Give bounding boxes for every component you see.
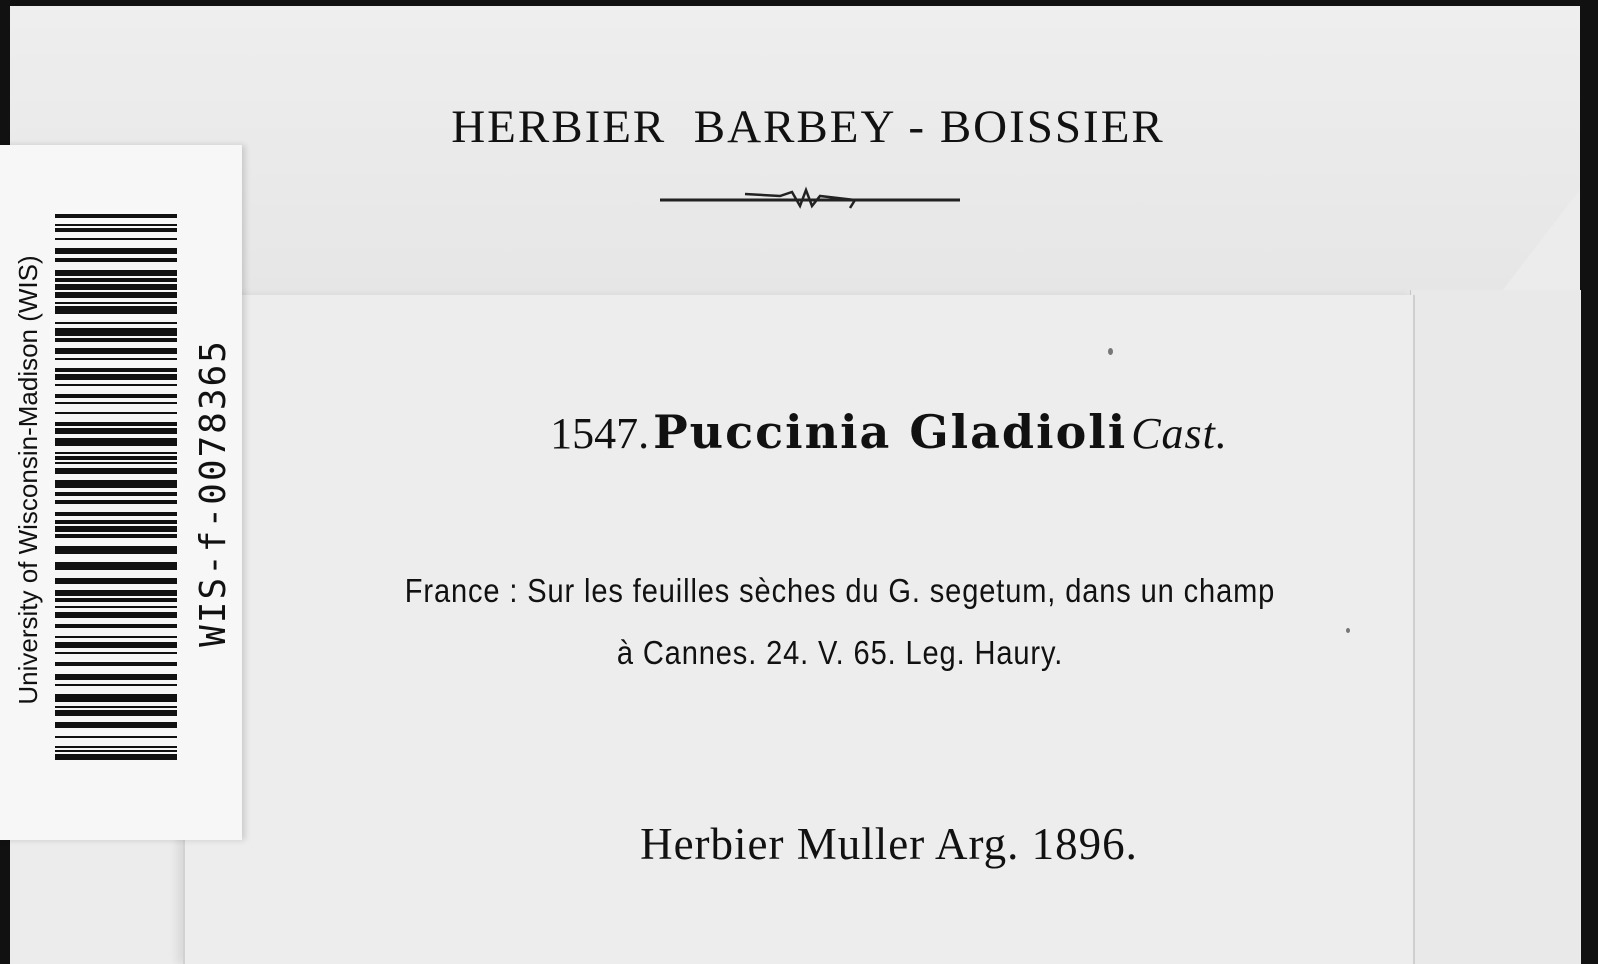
barcode-bar (55, 512, 177, 516)
barcode-bar (55, 642, 177, 648)
barcode-bar (55, 438, 177, 446)
barcode-bar (55, 278, 177, 282)
envelope-flap (10, 6, 1580, 302)
locality-line-2: à Cannes. 24. V. 65. Leg. Haury. (616, 634, 1064, 671)
barcode-bar (55, 428, 177, 434)
barcode-bar (55, 480, 177, 488)
barcode-bar (55, 500, 177, 504)
institution-header: HERBIER BARBEY - BOISSIER (451, 101, 1165, 153)
barcode-bar (55, 694, 177, 702)
barcode-bar (55, 462, 177, 464)
barcode-bar (55, 302, 177, 304)
barcode-bar (55, 674, 177, 680)
barcode-bar (55, 492, 177, 496)
barcode-bar (55, 452, 177, 454)
barcode-bar (55, 652, 177, 654)
barcode-bar (55, 322, 177, 324)
specimen-number: 1547. (550, 409, 650, 458)
barcode-bar (55, 736, 177, 738)
barcode-bar (55, 562, 177, 570)
barcode-bar (55, 394, 177, 398)
catalog-number: WIS-f-0078365 (193, 339, 234, 647)
barcode-bar (55, 328, 177, 336)
barcode-bar (55, 338, 177, 342)
barcode-bar (55, 292, 177, 298)
barcode-bar (55, 754, 177, 760)
barcode-bar (55, 270, 177, 276)
barcode-bar (55, 750, 177, 752)
barcode-bar (55, 468, 177, 474)
barcode-bar (55, 402, 177, 404)
barcode-bar (55, 358, 177, 360)
barcode-bar (55, 612, 177, 618)
barcode-bar (55, 636, 177, 638)
barcode-bar (55, 710, 177, 716)
barcode-bar (55, 422, 177, 426)
barcode-icon (55, 214, 177, 768)
barcode-bar (55, 384, 177, 386)
locality-block (312, 560, 1368, 684)
barcode-bar (55, 590, 177, 596)
barcode-bar (55, 746, 177, 748)
barcode-bar (55, 214, 177, 218)
sticker-institution: University of Wisconsin-Madison (WIS) (13, 255, 43, 705)
barcode-bar (55, 374, 177, 380)
barcode-bar (55, 706, 177, 708)
barcode-bar (55, 662, 177, 666)
barcode-bar (55, 456, 177, 460)
taxon-author: Cast. (1131, 409, 1228, 458)
barcode-bar (55, 238, 177, 240)
barcode-bar (55, 546, 177, 554)
paper-speck (1108, 348, 1113, 355)
barcode-bar (55, 412, 177, 414)
barcode-bar (55, 624, 177, 628)
barcode-bar (55, 258, 177, 262)
barcode-bar (55, 224, 177, 226)
barcode-bar (55, 306, 177, 314)
barcode-bar (55, 722, 177, 728)
barcode-bar (55, 606, 177, 608)
barcode-bar (55, 520, 177, 524)
barcode-bar (55, 368, 177, 372)
barcode-bar (55, 598, 177, 602)
barcode-bar (55, 526, 177, 532)
barcode-bar (55, 228, 177, 232)
barcode-bar (55, 578, 177, 584)
barcode-bar (55, 284, 177, 290)
barcode-bar (55, 534, 177, 538)
barcode-bar (55, 684, 177, 686)
barcode-bar (55, 248, 177, 254)
herbarium-footer: Herbier Muller Arg. 1896. (640, 819, 1138, 869)
locality-line-1: France : Sur les feuilles sèches du G. segetum, dans un champ (404, 572, 1276, 609)
barcode-bar (55, 348, 177, 354)
paper-speck (1346, 628, 1350, 633)
taxon-name: Puccinia Gladioli (653, 405, 1128, 459)
ornament-divider-icon (660, 186, 960, 216)
